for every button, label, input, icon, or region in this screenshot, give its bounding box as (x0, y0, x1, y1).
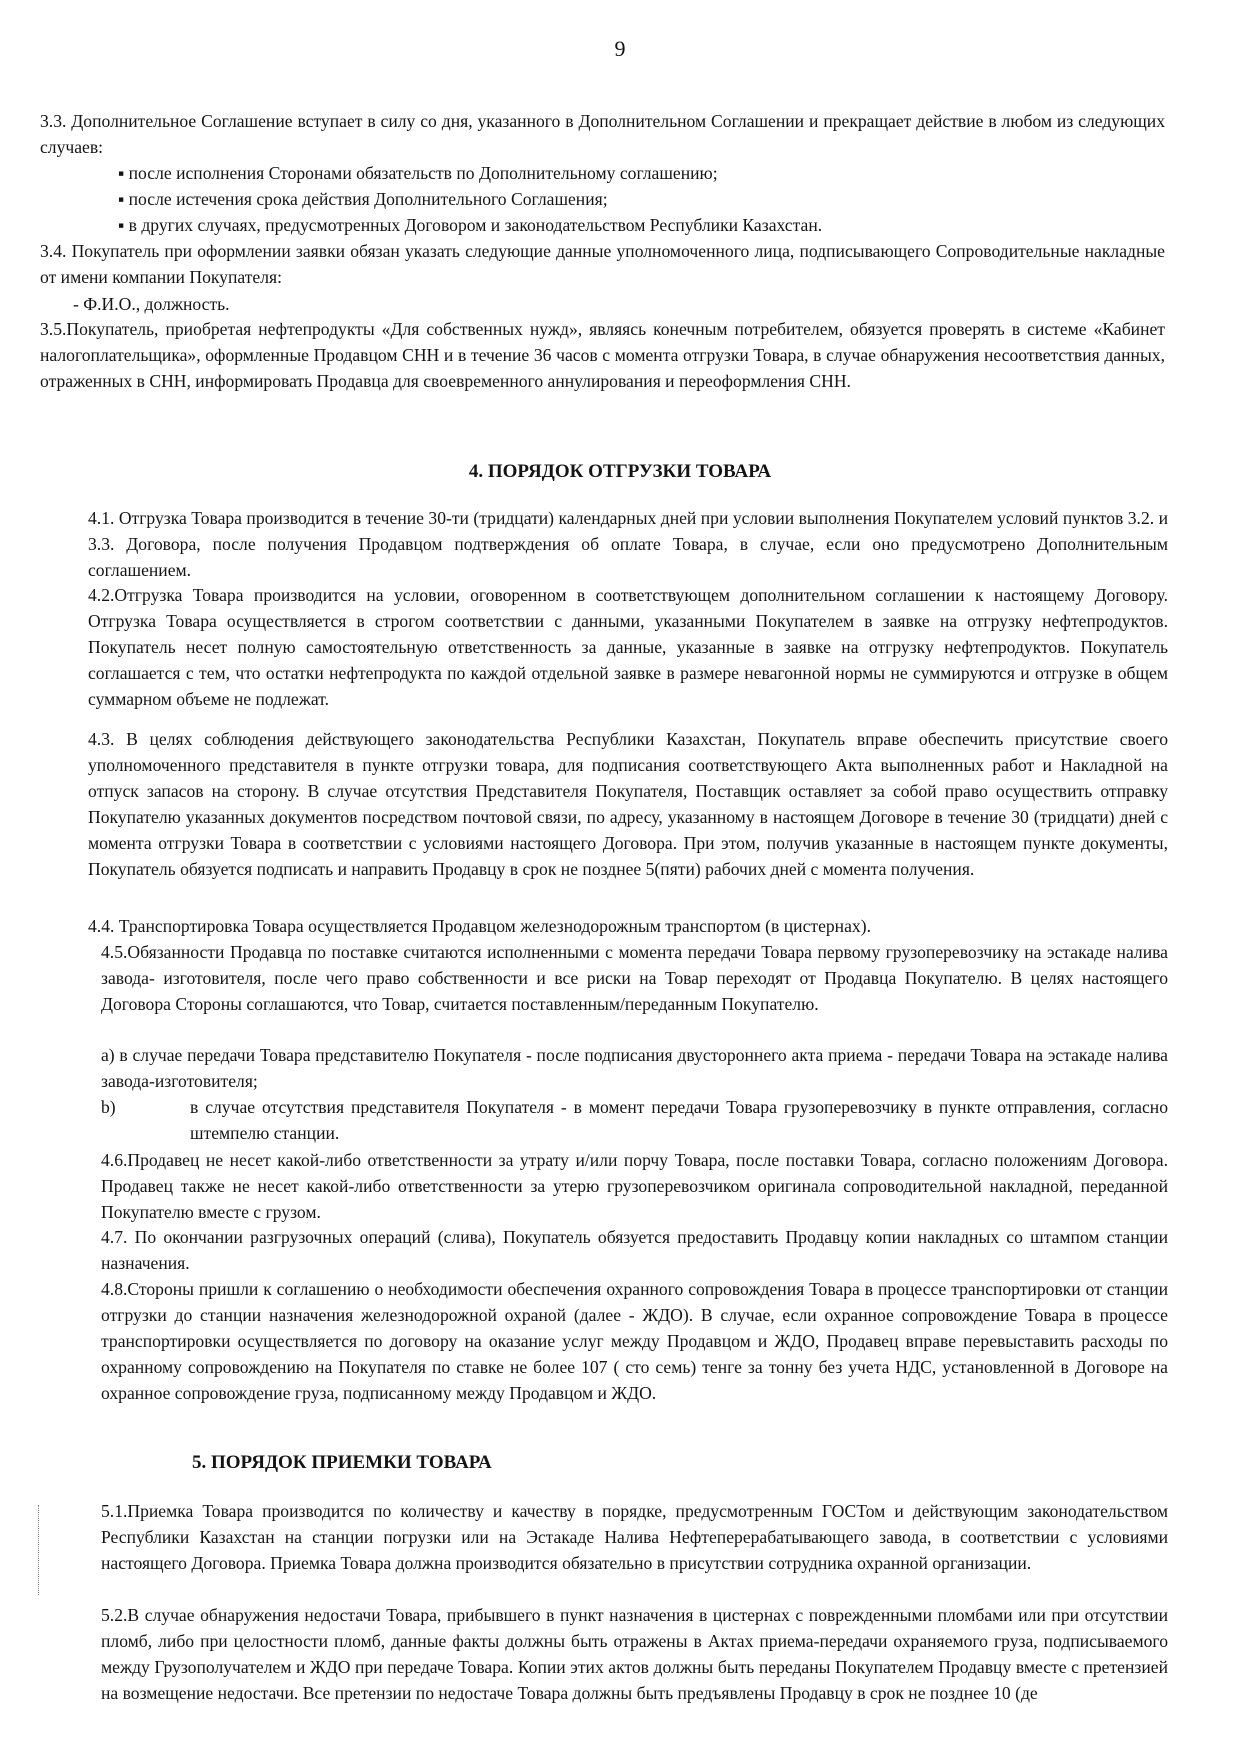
section-5-heading: 5. ПОРЯДОК ПРИЕМКИ ТОВАРА (192, 1452, 492, 1473)
clause-4-7: 4.7. По окончании разгрузочных операций (слива), Покупатель обязуется предоставить Продавцу копии накладных со штампом станции назначения. (101, 1227, 1168, 1273)
clause-4-5-b-label: b) (101, 1097, 116, 1117)
clause-4-6: 4.6.Продавец не несет какой-либо ответственности за утрату и/или порчу Товара, после поставки Товара, согласно положениям Договора. Продавец также не несет какой-либо ответственности за утерю грузоперевозчиком оригинала сопроводительной накладной, переданной Покупателю вместе с грузом. (101, 1150, 1168, 1222)
clause-4-5-a: a) в случае передачи Товара представителю Покупателя - после подписания двустороннего акта приема - передачи Товара на эстакаде налива завода-изготовителя; (101, 1045, 1168, 1091)
bullet-item: ▪ в других случаях, предусмотренных Договором и законодательством Республики Казахстан. (118, 215, 823, 235)
clause-4-8: 4.8.Стороны пришли к соглашению о необходимости обеспечения охранного сопровождения Товара в процессе транспортировки от станции отгрузки до станции назначения железнодорожной охраной (далее - ЖДО). В случае, если охранное сопровождение Товара в процессе транспортировки осуществляется по договору на оказание услуг между Продавцом и ЖДО, Продавец вправе перевыставить расходы по охранному сопровождению на Покупателя по ставке не более 107 ( сто семь) тенге за тонну без учета НДС, установленной в Договоре на охранное сопровождение груза, подписанному между Продавцом и ЖДО. (101, 1279, 1168, 1403)
clause-3-5: 3.5.Покупатель, приобретая нефтепродукты «Для собственных нужд», являясь конечным потребителем, обязуется проверять в системе «Кабинет налогоплательщика», оформленные Продавцом СНН и в течение 36 часов с момента отгрузки Товара, в случае обнаружения несоответствия данных, отраженных в СНН, информировать Продавца для своевременного аннулирования и переоформления СНН. (40, 319, 1165, 391)
clause-3-4: 3.4. Покупатель при оформлении заявки обязан указать следующие данные уполномоченного лица, подписывающего Сопроводительные накладные от имени компании Покупателя: (40, 241, 1165, 287)
page-number: 9 (614, 36, 626, 61)
margin-scan-marks (38, 1505, 43, 1595)
bullet-item: ▪ после истечения срока действия Дополнительного Соглашения; (118, 189, 608, 209)
clause-4-5: 4.5.Обязанности Продавца по поставке считаются исполненными с момента передачи Товара первому грузоперевозчику на эстакаде налива завода- изготовителя, после чего право собственности и все риски на Товар переходят от Продавца Покупателю. В целях настоящего Договора Стороны соглашаются, что Товар, считается поставленным/переданным Покупателю. (101, 942, 1168, 1014)
clause-5-1: 5.1.Приемка Товара производится по количеству и качеству в порядке, предусмотренным ГОСТом и действующим законодательством Республики Казахстан на станции погрузки или на Эстакаде Налива Нефтеперерабатывающего завода, в соответствии с условиями настоящего Договора. Приемка Товара должна производится обязательно в присутствии сотрудника охранной организации. (101, 1501, 1168, 1573)
clause-4-2: 4.2.Отгрузка Товара производится на условии, оговоренном в соответствующем дополнительном соглашении к настоящему Договору. Отгрузка Товара осуществляется в строгом соответствии с данными, указанными Покупателем в заявке на отгрузку нефтепродуктов. Покупатель несет полную самостоятельную ответственность за данные, указанные в заявке на отгрузку нефтепродуктов. Покупатель соглашается с тем, что остатки нефтепродукта по каждой отдельной заявке в размере невагонной нормы не суммируются и отгрузке в общем суммарном объеме не подлежат. (88, 585, 1168, 709)
section-4-heading: 4. ПОРЯДОК ОТГРУЗКИ ТОВАРА (468, 461, 772, 482)
clause-5-2: 5.2.В случае обнаружения недостачи Товара, прибывшего в пункт назначения в цистернах с поврежденными пломбами или при отсутствии пломб, либо при целостности пломб, данные факты должны быть отражены в Актах приема-передачи охраняемого груза, подписываемого между Грузополучателем и ЖДО при передаче Товара. Копии этих актов должны быть переданы Покупателем Продавцу вместе с претензией на возмещение недостачи. Все претензии по недостаче Товара должны быть предъявлены Продавцу в срок не позднее 10 (де (101, 1605, 1168, 1703)
clause-3-3: 3.3. Дополнительное Соглашение вступает в силу со дня, указанного в Дополнительном Соглашении и прекращает действие в любом из следующих случаев: (40, 111, 1165, 157)
clause-3-4-item: - Ф.И.О., должность. (73, 294, 230, 314)
clause-4-3: 4.3. В целях соблюдения действующего законодательства Республики Казахстан, Покупатель вправе обеспечить присутствие своего уполномоченного представителя в пункте отгрузки товара, для подписания соответствующего Акта выполненных работ и Накладной на отпуск запасов на сторону. В случае отсутствия Представителя Покупателя, Поставщик оставляет за собой право осуществить отправку Покупателю указанных документов посредством почтовой связи, по адресу, указанному в настоящем Договоре в течение 30 (тридцати) дней с момента отгрузки Товара в соответствии с условиями настоящего Договора. При этом, получив указанные в настоящем пункте документы, Покупатель обязуется подписать и направить Продавцу в срок не позднее 5(пяти) рабочих дней с момента получения. (88, 729, 1168, 879)
clause-4-1: 4.1. Отгрузка Товара производится в течение 30-ти (тридцати) календарных дней при условии выполнения Покупателем условий пунктов 3.2. и 3.3. Договора, после получения Продавцом подтверждения об оплате Товара, в случае, если оно предусмотрено Дополнительным соглашением. (88, 508, 1168, 580)
clause-4-5-b: в случае отсутствия представителя Покупателя - в момент передачи Товара грузоперевозчику в пункте отправления, согласно штемпелю станции. (190, 1097, 1168, 1143)
clause-4-4: 4.4. Транспортировка Товара осуществляется Продавцом железнодорожным транспортом (в цистернах). (88, 916, 871, 936)
bullet-item: ▪ после исполнения Сторонами обязательств по Дополнительному соглашению; (118, 163, 718, 183)
